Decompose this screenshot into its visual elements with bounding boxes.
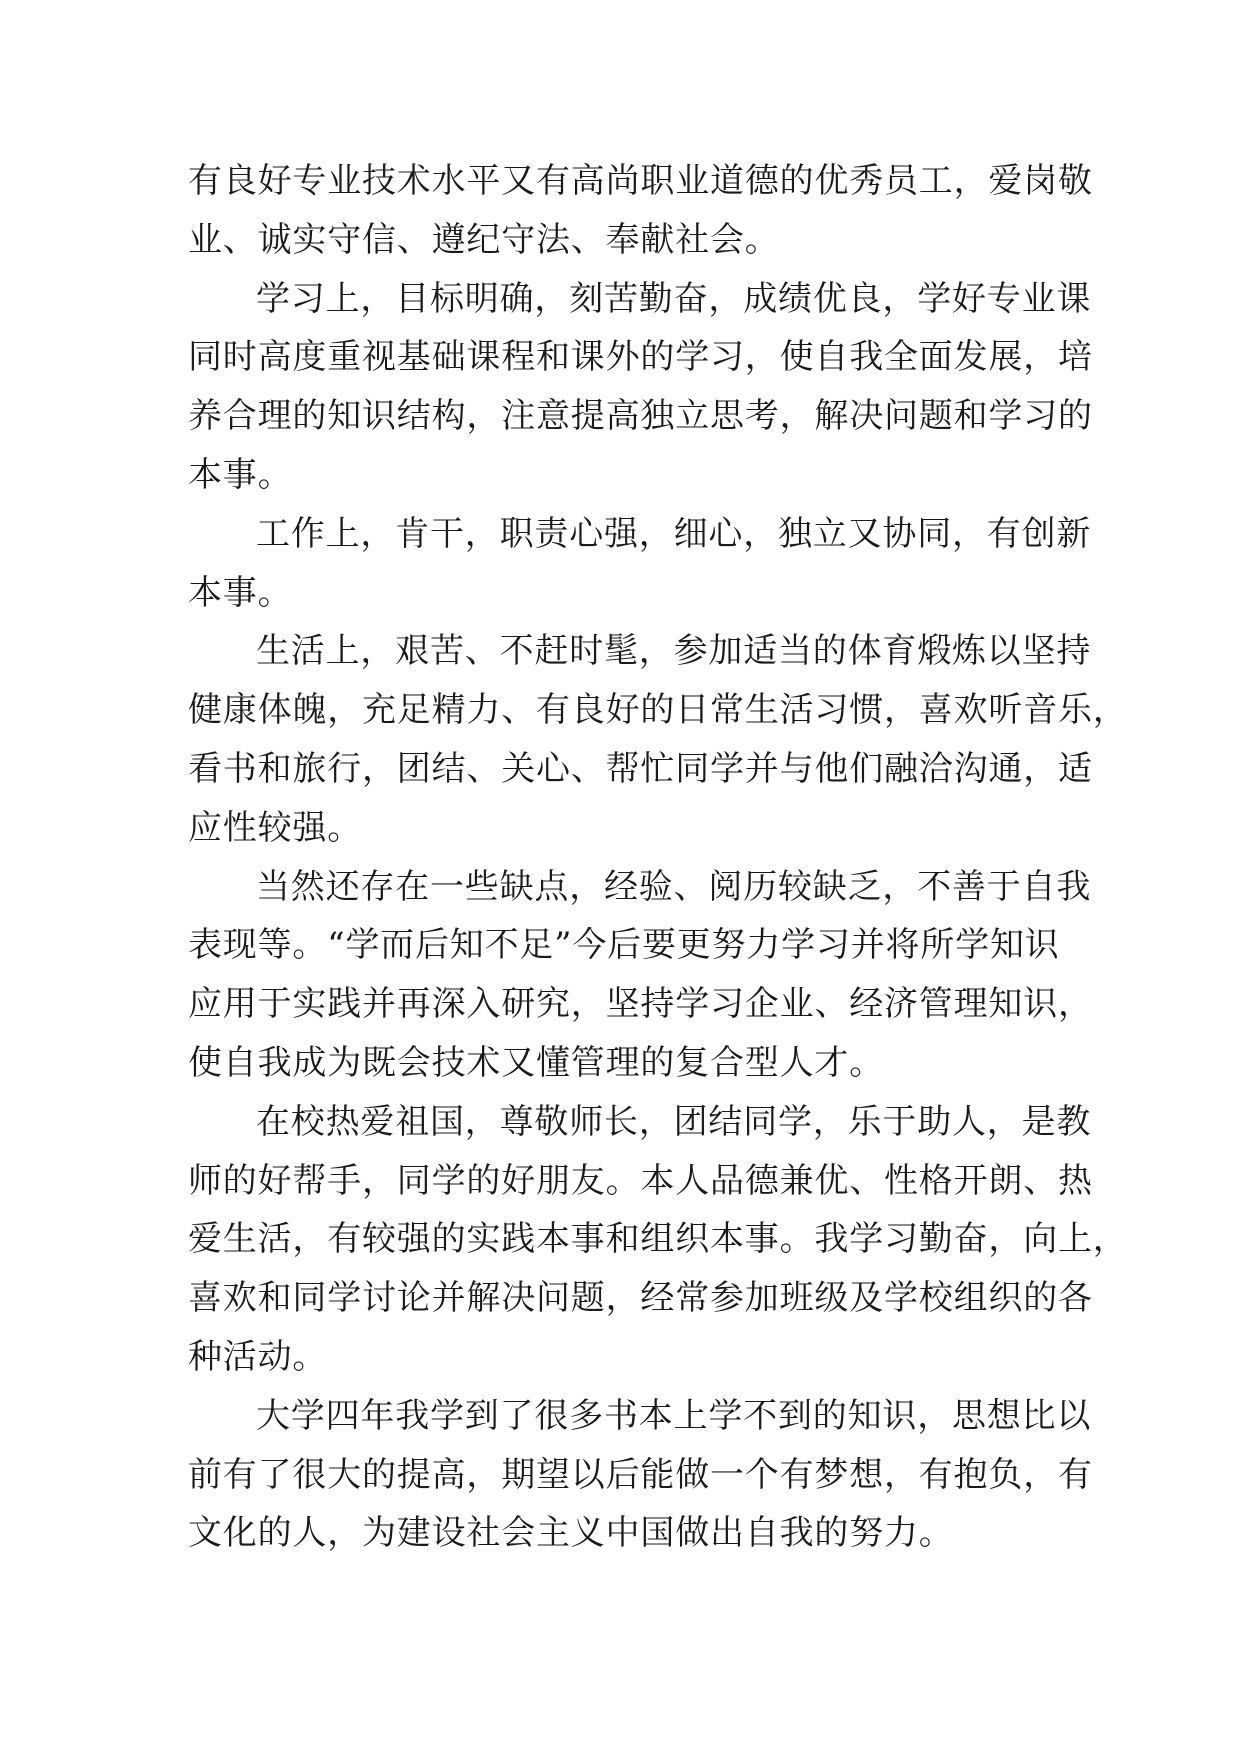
text-line-11: 看书和旅行，团结、关心、帮忙同学并与他们融洽沟通，适 bbox=[188, 748, 1093, 789]
text-line-20: 喜欢和同学讨论并解决问题，经常参加班级及学校组织的各 bbox=[188, 1278, 1093, 1319]
text-line-6: 本事。 bbox=[188, 454, 293, 495]
text-line-19: 爱生活，有较强的实践本事和组织本事。我学习勤奋，向上， bbox=[188, 1219, 1128, 1260]
text-line-12: 应性较强。 bbox=[188, 807, 362, 848]
text-line-24: 文化的人，为建设社会主义中国做出自我的努力。 bbox=[188, 1513, 954, 1554]
text-line-22: 大学四年我学到了很多书本上学不到的知识，思想比以 bbox=[256, 1395, 1092, 1436]
text-line-13: 当然还存在一些缺点，经验、阅历较缺乏，不善于自我 bbox=[256, 866, 1092, 907]
text-line-21: 种活动。 bbox=[188, 1336, 328, 1377]
document-body bbox=[188, 152, 1128, 1563]
text-line-16: 使自我成为既会技术又懂管理的复合型人才。 bbox=[188, 1042, 884, 1083]
text-line-10: 健康体魄，充足精力、有良好的日常生活习惯，喜欢听音乐， bbox=[188, 690, 1128, 731]
text-line-1: 有良好专业技术水平又有高尚职业道德的优秀员工，爱岗敬 bbox=[188, 161, 1093, 201]
text-line-3: 学习上，目标明确，刻苦勤奋，成绩优良，学好专业课 bbox=[256, 278, 1092, 319]
text-line-17: 在校热爱祖国，尊敬师长，团结同学，乐于助人，是教 bbox=[256, 1101, 1092, 1142]
text-line-14: 表现等。“学而后知不足”今后要更努力学习并将所学知识 bbox=[188, 925, 1060, 966]
text-line-23: 前有了很大的提高，期望以后能做一个有梦想，有抱负，有 bbox=[188, 1454, 1093, 1495]
text-line-18: 师的好帮手，同学的好朋友。本人品德兼优、性格开朗、热 bbox=[188, 1160, 1093, 1201]
text-line-7: 工作上，肯干，职责心强，细心，独立又协同，有创新 bbox=[256, 513, 1092, 554]
text-line-4: 同时高度重视基础课程和课外的学习，使自我全面发展，培 bbox=[188, 337, 1093, 378]
text-line-15: 应用于实践并再深入研究，坚持学习企业、经济管理知识， bbox=[188, 984, 1093, 1025]
text-line-2: 业、诚实守信、遵纪守法、奉献社会。 bbox=[188, 219, 780, 260]
text-line-5: 养合理的知识结构，注意提高独立思考，解决问题和学习的 bbox=[188, 396, 1093, 437]
text-line-8: 本事。 bbox=[188, 572, 293, 613]
text-line-9: 生活上，艰苦、不赶时髦，参加适当的体育煅炼以坚持 bbox=[256, 631, 1092, 672]
